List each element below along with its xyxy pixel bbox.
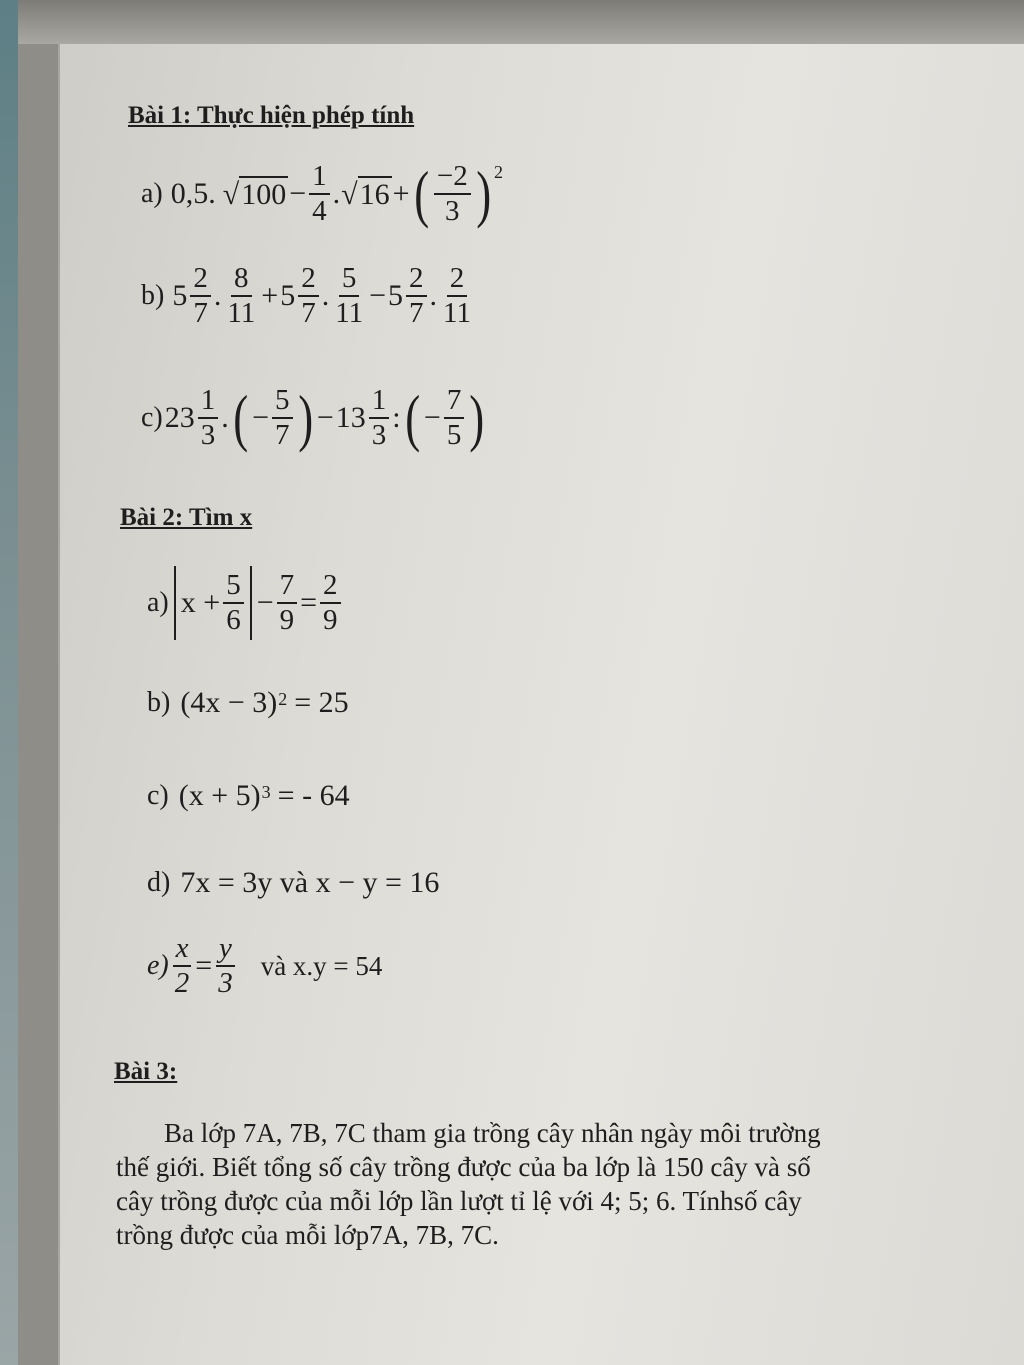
bai2-d [146, 866, 440, 900]
minus-sign: − [316, 401, 334, 434]
minus-sign: − [289, 177, 307, 210]
fraction [224, 264, 258, 328]
x-term: x + [180, 586, 221, 619]
numerator: 5 [272, 386, 293, 419]
dot-sign: . [213, 279, 222, 312]
fraction [440, 264, 474, 328]
plus-sign: + [392, 177, 410, 210]
bai3-line-4: trồng được của mỗi lớp7A, 7B, 7C. [116, 1220, 499, 1250]
bai3-line-3: cây trồng được của mỗi lớp lần lượt tỉ lệ với 4; 5; 6. Tínhsố cây [116, 1186, 802, 1216]
colon-sign: : [392, 401, 401, 434]
lhs: (x + 5) [178, 779, 261, 812]
bai3-line-1-text: Ba lớp 7A, 7B, 7C tham gia trồng cây nhân ngày môi trường [164, 1118, 821, 1148]
abs-bar-right [250, 566, 252, 640]
bai1-c [140, 382, 488, 453]
minus-sign: − [369, 279, 387, 312]
bai3-paragraph [116, 1116, 996, 1252]
fraction [406, 264, 427, 328]
bai1-heading: Bài 1: Thực hiện phép tính [128, 102, 415, 129]
right-paren: ) [475, 158, 491, 229]
whole-part: 5 [280, 279, 296, 312]
numerator: 2 [320, 571, 341, 604]
dot-sign: . [221, 401, 229, 434]
bai2-e-tail: và x.y = 54 [260, 950, 383, 981]
dot-sign: . [321, 279, 330, 312]
fraction [190, 264, 211, 328]
denominator: 5 [446, 419, 462, 451]
numerator: 8 [231, 264, 252, 297]
sqrt-16 [341, 176, 391, 212]
monitor-top-band [0, 0, 1024, 44]
equals-sign: = [300, 586, 318, 619]
bai3-line-2: thế giới. Biết tổng số cây trồng được của ba lớp là 150 cây và số [116, 1152, 811, 1182]
left-paren: ( [232, 382, 248, 453]
abs-bar-left [174, 566, 176, 640]
bai2-b [146, 686, 350, 720]
plus-sign: + [261, 279, 279, 312]
fraction [215, 934, 236, 998]
fraction [369, 386, 390, 450]
rhs: = - 64 [277, 779, 350, 812]
bai2-a-label: a) [147, 587, 169, 618]
bai2-a [146, 566, 343, 640]
rhs: = 25 [294, 686, 349, 719]
exponent: 2 [278, 688, 288, 709]
bai2-d-label: d) [147, 867, 171, 898]
minus-sign: − [256, 586, 274, 619]
numerator: 2 [298, 264, 319, 297]
numerator: x [173, 934, 192, 967]
radical-sign: √ [222, 178, 240, 211]
fraction [172, 934, 193, 998]
bai2-c-label: c) [147, 780, 169, 811]
numerator: 5 [223, 571, 244, 604]
denominator: 7 [409, 297, 424, 329]
denominator: 3 [371, 419, 387, 451]
whole-part: 23 [164, 401, 195, 434]
bai1-b [140, 264, 476, 328]
denominator: 9 [323, 604, 338, 636]
whole-part: 5 [172, 279, 188, 312]
fraction [298, 264, 319, 328]
fraction-1-4 [309, 162, 330, 226]
left-paren: ( [404, 382, 420, 453]
numerator: 2 [447, 264, 468, 297]
radicand-100: 100 [241, 178, 287, 211]
sqrt-100 [223, 176, 288, 212]
numerator: 7 [277, 571, 298, 604]
bai3-heading: Bài 3: [114, 1058, 178, 1085]
fraction [320, 571, 341, 635]
denominator: 9 [279, 604, 295, 636]
bai2-c [146, 779, 351, 813]
numerator: 1 [369, 386, 390, 419]
lhs: (4x − 3) [180, 686, 278, 719]
bai2-heading: Bài 2: Tìm x [120, 504, 253, 531]
left-paren: ( [413, 158, 429, 229]
numerator: −2 [434, 162, 471, 195]
bai2-d-text: 7x = 3y và x − y = 16 [180, 866, 440, 899]
fraction [272, 386, 293, 450]
exponent: 3 [261, 781, 271, 802]
denominator: 11 [335, 297, 364, 329]
fraction [223, 571, 244, 635]
bai2-e-label: e) [147, 950, 169, 981]
fraction [277, 571, 298, 635]
radicand-16: 16 [359, 178, 390, 211]
denominator: 11 [227, 297, 256, 329]
bai2-b-label: b) [147, 687, 171, 718]
bai1-a-coef: 0,5. [170, 177, 216, 210]
denominator: 6 [226, 604, 241, 636]
screen-left-edge [0, 0, 18, 1365]
radical-sign: √ [341, 178, 358, 211]
denominator: 4 [312, 195, 327, 227]
fraction-neg2-3 [434, 162, 471, 226]
negative-sign: − [423, 401, 441, 434]
denominator: 2 [174, 967, 190, 999]
bai2-e [146, 934, 383, 998]
negative-sign: − [252, 401, 269, 434]
numerator: 7 [444, 386, 465, 419]
bai1-c-label: c) [141, 402, 163, 433]
numerator: 2 [190, 264, 211, 297]
bai1-b-label: b) [141, 280, 165, 311]
right-paren: ) [469, 382, 485, 453]
denominator: 11 [443, 297, 471, 329]
fraction [444, 386, 465, 450]
fraction [332, 264, 366, 328]
dot-sign: . [332, 177, 341, 210]
equals-sign: = [195, 949, 213, 982]
numerator: y [216, 934, 235, 967]
whole-part: 13 [335, 401, 366, 434]
bai1-a-label: a) [141, 178, 163, 209]
bai1-a [140, 158, 504, 229]
denominator: 3 [445, 195, 460, 227]
numerator: 5 [339, 264, 360, 297]
bai3-line-1 [116, 1116, 996, 1150]
denominator: 3 [200, 419, 216, 451]
numerator: 1 [309, 162, 330, 195]
denominator: 3 [218, 967, 233, 999]
numerator: 1 [198, 386, 219, 419]
whole-part: 5 [388, 279, 404, 312]
denominator: 7 [301, 297, 316, 329]
exponent: 2 [494, 161, 504, 182]
denominator: 7 [193, 297, 208, 329]
denominator: 7 [275, 419, 290, 451]
right-paren: ) [297, 382, 313, 453]
dot-sign: . [429, 279, 438, 312]
document-page [58, 44, 1024, 1365]
numerator: 2 [406, 264, 427, 297]
fraction [198, 386, 219, 450]
